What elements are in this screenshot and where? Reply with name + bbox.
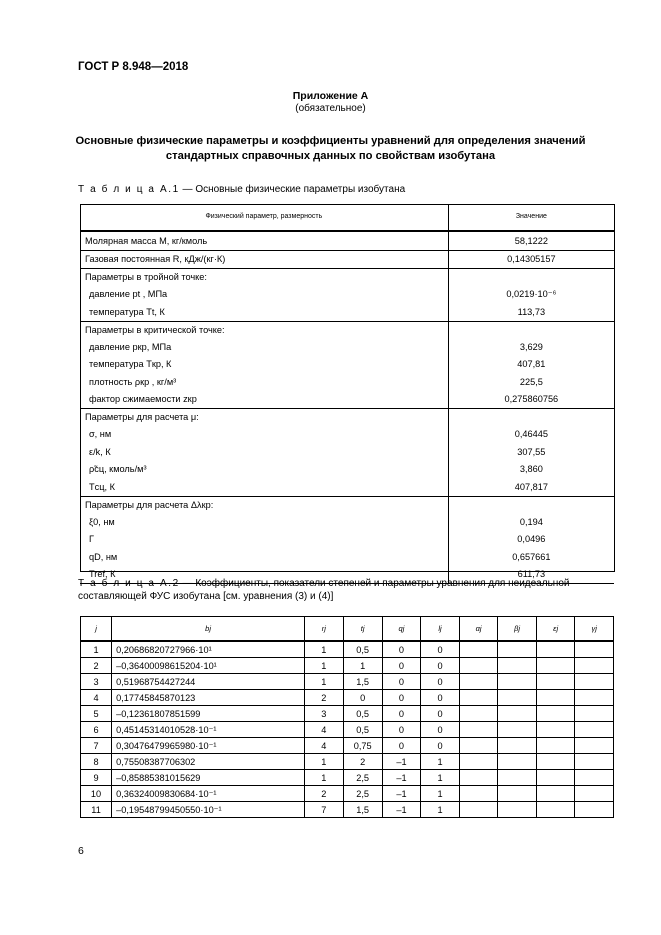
table-row [81,690,614,706]
row-value: 3,629 [519,341,543,352]
appendix-title: Приложение А [292,90,369,102]
row-label: Газовая постоянная R, кДж/(кг·К) [80,250,448,269]
table2-caption [78,577,618,603]
table-cell [575,674,614,690]
table-row [81,641,614,658]
table-cell: 8 [81,754,112,770]
group-header-row [80,496,614,513]
table-cell: 0 [421,641,460,658]
table-cell [536,802,575,818]
table-cell [536,754,575,770]
table-cell: 0,51968754427244 [112,674,305,690]
row-label: давление pt , МПа [80,286,448,304]
table-cell: –0,12361807851599 [112,706,305,722]
table-cell: 9 [81,770,112,786]
table-cell [536,641,575,658]
table-cell: 1 [421,802,460,818]
table-cell: 0,75508387706302 [112,754,305,770]
table-cell [459,690,498,706]
row-value: 0,657661 [512,551,551,562]
row-label: ρ̃сц, кмоль/м³ [80,461,448,479]
row-value: 407,81 [517,359,546,370]
table-cell: 1 [305,658,344,674]
table-cell: 4 [305,722,344,738]
table-cell [498,738,537,754]
table-cell: 0,30476479965980·10⁻¹ [112,738,305,754]
parameters-table [80,204,614,584]
column-header: rj [305,617,344,642]
table-cell [459,658,498,674]
table-cell: 0,20686820727966·10¹ [112,641,305,658]
table-cell [536,658,575,674]
column-header: qj [382,617,421,642]
table2-caption-text: — Коэффициенты, показатели степеней и параметры уравнения для неидеальной составляющей ФУС изобутана [см. уравнения (3) и (4)] [78,578,570,602]
row-value: 58,1222 [448,231,614,250]
table-cell [575,690,614,706]
table-row [80,513,614,531]
row-value: 225,5 [519,376,543,387]
table-cell: 1,5 [343,674,382,690]
header-value: Значение [448,204,614,231]
table-header-row [80,204,614,231]
table-cell [536,738,575,754]
table-cell [498,770,537,786]
column-header: εj [536,617,575,642]
table-cell: 1 [305,641,344,658]
table-cell [498,754,537,770]
table-cell: 0,5 [343,706,382,722]
table-row [81,658,614,674]
group-label: Параметры в тройной точке: [80,269,448,286]
table-cell: 6 [81,722,112,738]
table-cell [575,658,614,674]
table-cell [536,706,575,722]
row-value: 0,14305157 [448,250,614,269]
row-value: 0,194 [519,516,543,527]
document-id: ГОСТ Р 8.948—2018 [78,61,189,73]
table-cell [536,786,575,802]
row-label: ξ0, нм [80,513,448,531]
column-header: lj [421,617,460,642]
table-cell: –1 [382,786,421,802]
group-header-row [80,269,614,286]
group-header-row [80,409,614,426]
table-cell: 1 [343,658,382,674]
table-cell [575,738,614,754]
table-cell [536,690,575,706]
table-cell [459,786,498,802]
table-cell [498,786,537,802]
table-cell: 0 [343,690,382,706]
row-label: qD, нм [80,548,448,566]
table-row [80,338,614,356]
group-label: Параметры в критической точке: [80,321,448,338]
table-cell: 2,5 [343,786,382,802]
column-header: αj [459,617,498,642]
table1-caption [78,184,405,195]
table1-caption-prefix: Т а б л и ц а А.1 [78,184,180,195]
table-cell: 0 [382,738,421,754]
page-number: 6 [78,845,84,857]
table-row [80,391,614,409]
row-value: 0,46445 [514,429,548,440]
table-cell [498,690,537,706]
row-label: σ, нм [80,426,448,444]
column-header: bj [112,617,305,642]
table-cell [575,802,614,818]
table-cell [536,722,575,738]
table-cell [575,641,614,658]
row-value: 3,860 [519,464,543,475]
column-header: tj [343,617,382,642]
table-row [80,250,614,269]
table-cell: 1 [421,770,460,786]
table-cell: –1 [382,802,421,818]
table-row [80,531,614,549]
row-label: Tсц, К [80,478,448,496]
row-label: Молярная масса M, кг/кмоль [80,231,448,250]
table-row [80,231,614,250]
table-cell [459,738,498,754]
table-cell: 1 [305,754,344,770]
row-label: фактор сжимаемости zкр [80,391,448,409]
table-cell: 7 [81,738,112,754]
row-label: Tref, К [80,566,448,584]
row-value: 0,0496 [517,534,546,545]
table-row [81,802,614,818]
appendix-status: (обязательное) [295,103,366,114]
table-row [80,461,614,479]
table-row [81,674,614,690]
table-cell: –1 [382,770,421,786]
row-value: 0,0219·10⁻⁶ [506,289,557,300]
table-cell [459,641,498,658]
table-cell [498,674,537,690]
table-cell: –0,85885381015629 [112,770,305,786]
table-cell: 2 [343,754,382,770]
table-cell: 2 [305,786,344,802]
coefficients-table [80,616,614,818]
table-cell: 10 [81,786,112,802]
table-cell: 1 [81,641,112,658]
table-cell: 2,5 [343,770,382,786]
row-value: 113,73 [517,306,546,317]
table-cell [575,722,614,738]
section-title-line1: Основные физические параметры и коэффициенты уравнений для определения значений [75,135,586,147]
table-cell: 0,5 [343,641,382,658]
row-value: 307,55 [517,446,546,457]
table-row [81,722,614,738]
table-cell: 0 [382,722,421,738]
table-row [80,548,614,566]
table-row [80,426,614,444]
table-cell [575,754,614,770]
table-row [81,786,614,802]
table-cell: 0,36324009830684·10⁻¹ [112,786,305,802]
table-cell [459,754,498,770]
table-cell: 1 [305,674,344,690]
row-label: температура Tкр, К [80,356,448,374]
table-cell: 5 [81,706,112,722]
row-label: температура Tt, К [80,303,448,321]
table-cell: 0 [421,658,460,674]
table-row [80,443,614,461]
table-row [81,770,614,786]
table-cell [459,722,498,738]
table-cell: 4 [305,738,344,754]
table-cell [498,658,537,674]
row-label: Γ [80,531,448,549]
table-row [81,738,614,754]
row-label: плотность ρкр , кг/м³ [80,373,448,391]
table-cell: 0 [382,658,421,674]
table-cell [498,802,537,818]
table-cell: 0 [382,641,421,658]
table-row [80,286,614,304]
table-cell: 2 [305,690,344,706]
table-row [80,373,614,391]
table2-caption-prefix: Т а б л и ц а А.2 [78,578,180,589]
table-cell [498,641,537,658]
table-cell: 4 [81,690,112,706]
row-value: 0,275860756 [504,394,559,405]
table-cell [498,722,537,738]
table-cell [459,674,498,690]
table-cell [536,770,575,786]
table-cell [498,706,537,722]
table-cell: 0 [382,690,421,706]
table-cell: 0 [421,674,460,690]
table-cell: –0,19548799450550·10⁻¹ [112,802,305,818]
table-cell [459,770,498,786]
row-value: 407,817 [514,481,548,492]
table-cell: 0,5 [343,722,382,738]
table-header-row [81,617,614,642]
section-title-line2: стандартных справочных данных по свойствам изобутана [165,150,496,162]
group-header-row [80,321,614,338]
group-label: Параметры для расчета Δλкр: [80,496,448,513]
table-cell: 0 [421,738,460,754]
table-cell: 1 [421,754,460,770]
table-cell: 0,75 [343,738,382,754]
table-cell: –0,36400098615204·10¹ [112,658,305,674]
table-cell [575,770,614,786]
table1-caption-text: — Основные физические параметры изобутана [179,184,406,195]
column-header: βj [498,617,537,642]
table-row [81,754,614,770]
table-cell [459,802,498,818]
table-row [80,478,614,496]
table-row [80,303,614,321]
row-label: давление pкр, МПа [80,338,448,356]
table-cell: 0 [421,722,460,738]
group-label: Параметры для расчета μ: [80,409,448,426]
header-param: Физический параметр, размерность [80,204,448,231]
table-cell: 2 [81,658,112,674]
table-cell: 0 [382,706,421,722]
table-row [81,706,614,722]
table-cell: 1 [421,786,460,802]
table-cell: 0,17745845870123 [112,690,305,706]
table-cell: 0 [421,706,460,722]
column-header: γj [575,617,614,642]
table-cell: 1 [305,770,344,786]
table-cell: 3 [305,706,344,722]
section-title [0,134,661,164]
table-cell [575,706,614,722]
table-cell: 11 [81,802,112,818]
table-cell: 0 [382,674,421,690]
row-value: 611,73 [448,566,614,584]
table-cell [536,674,575,690]
table-cell: 0 [421,690,460,706]
row-label: ε/k, К [80,443,448,461]
column-header: j [81,617,112,642]
table-cell: –1 [382,754,421,770]
table-cell [459,706,498,722]
table-cell: 7 [305,802,344,818]
table-cell: 3 [81,674,112,690]
table-cell [575,786,614,802]
table-cell: 1,5 [343,802,382,818]
table-cell: 0,45145314010528·10⁻¹ [112,722,305,738]
table-row [80,356,614,374]
